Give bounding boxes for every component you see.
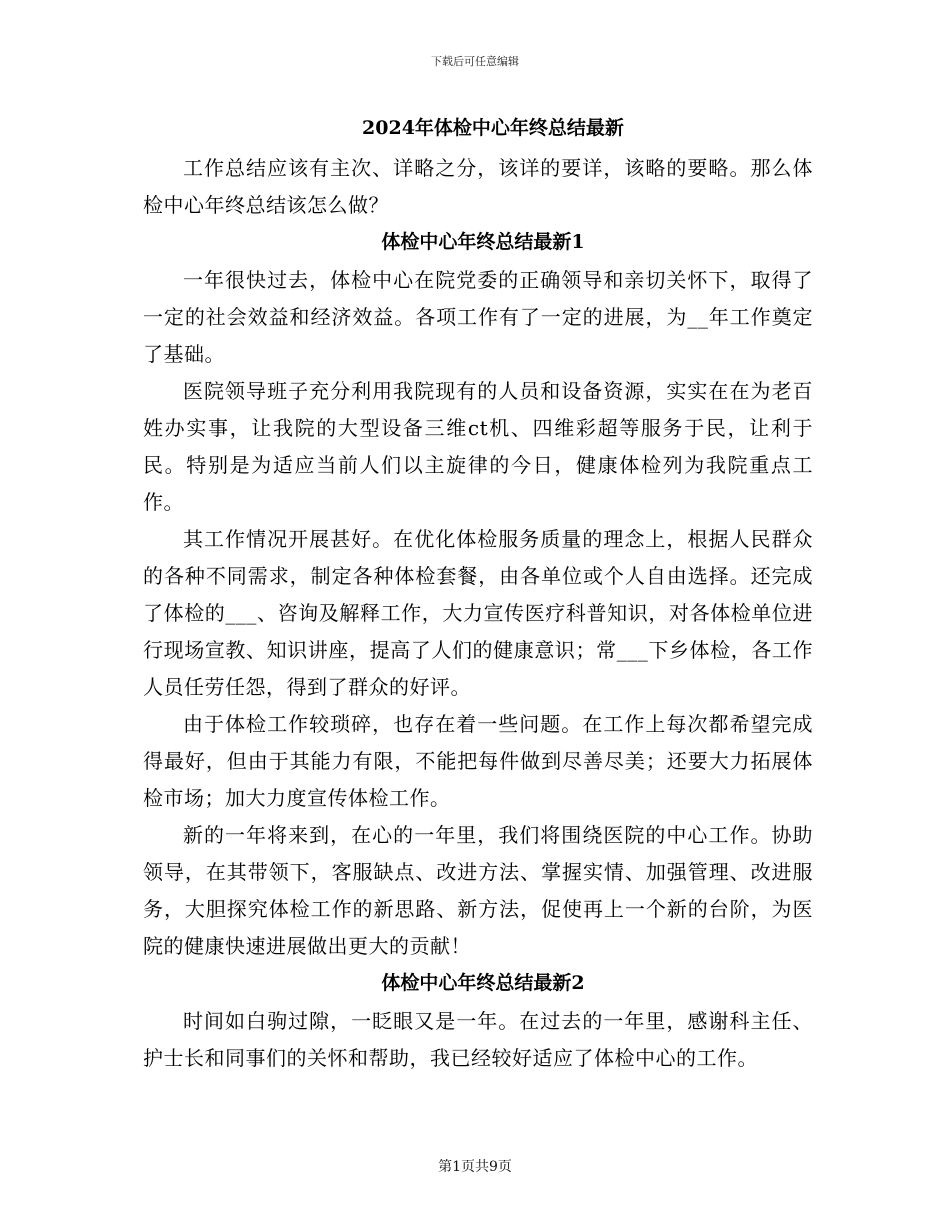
page-number-footer: 第1页共9页: [438, 1159, 512, 1175]
section-2-paragraph: 时间如白驹过隙，一眨眼又是一年。在过去的一年里，感谢科主任、护士长和同事们的关怀和帮助，我已经较好适应了体检中心的工作。: [143, 1009, 813, 1070]
section-2-heading: 体检中心年终总结最新2: [381, 972, 585, 994]
section-1-paragraph: 新的一年将来到，在心的一年里，我们将围绕医院的中心工作。协助领导，在其带领下，客服缺点、改进方法、掌握实情、加强管理、改进服务，大胆探究体检工作的新思路、新方法，促使再上一个新的台阶，为医院的健康快速进展做出更大的贡献！: [143, 823, 813, 958]
section-1-paragraph: 医院领导班子充分利用我院现有的人员和设备资源，实实在在为老百姓办实事，让我院的大型设备三维ct机、四维彩超等服务于民，让利于民。特别是为适应当前人们以主旋律的今日，健康体检列为我院重点工作。: [143, 379, 813, 514]
section-1-heading: 体检中心年终总结最新1: [381, 231, 585, 253]
section-1-paragraph: 一年很快过去，体检中心在院党委的正确领导和亲切关怀下，取得了一定的社会效益和经济效益。各项工作有了一定的进展，为__年工作奠定了基础。: [143, 268, 813, 366]
section-1-paragraph: 由于体检工作较琐碎，也存在着一些问题。在工作上每次都希望完成得最好，但由于其能力有限，不能把每件做到尽善尽美；还要大力拓展体检市场；加大力度宣传体检工作。: [143, 712, 813, 810]
section-1-paragraph: 其工作情况开展甚好。在优化体检服务质量的理念上，根据人民群众的各种不同需求，制定各种体检套餐，由各单位或个人自由选择。还完成了体检的___、咨询及解释工作，大力宣传医疗科普知识，对各体检单位进行现场宣教、知识讲座，提高了人们的健康意识；常___下乡体检，各工作人员任劳任怨，得到了群众的好评。: [143, 527, 813, 699]
intro-paragraph: 工作总结应该有主次、详略之分，该详的要详，该略的要略。那么体检中心年终总结该怎么做？: [143, 156, 813, 217]
document-body: [143, 110, 813, 1077]
document-title: 2024年体检中心年终总结最新: [362, 117, 624, 139]
header-note: 下载后可任意编辑: [431, 55, 519, 68]
